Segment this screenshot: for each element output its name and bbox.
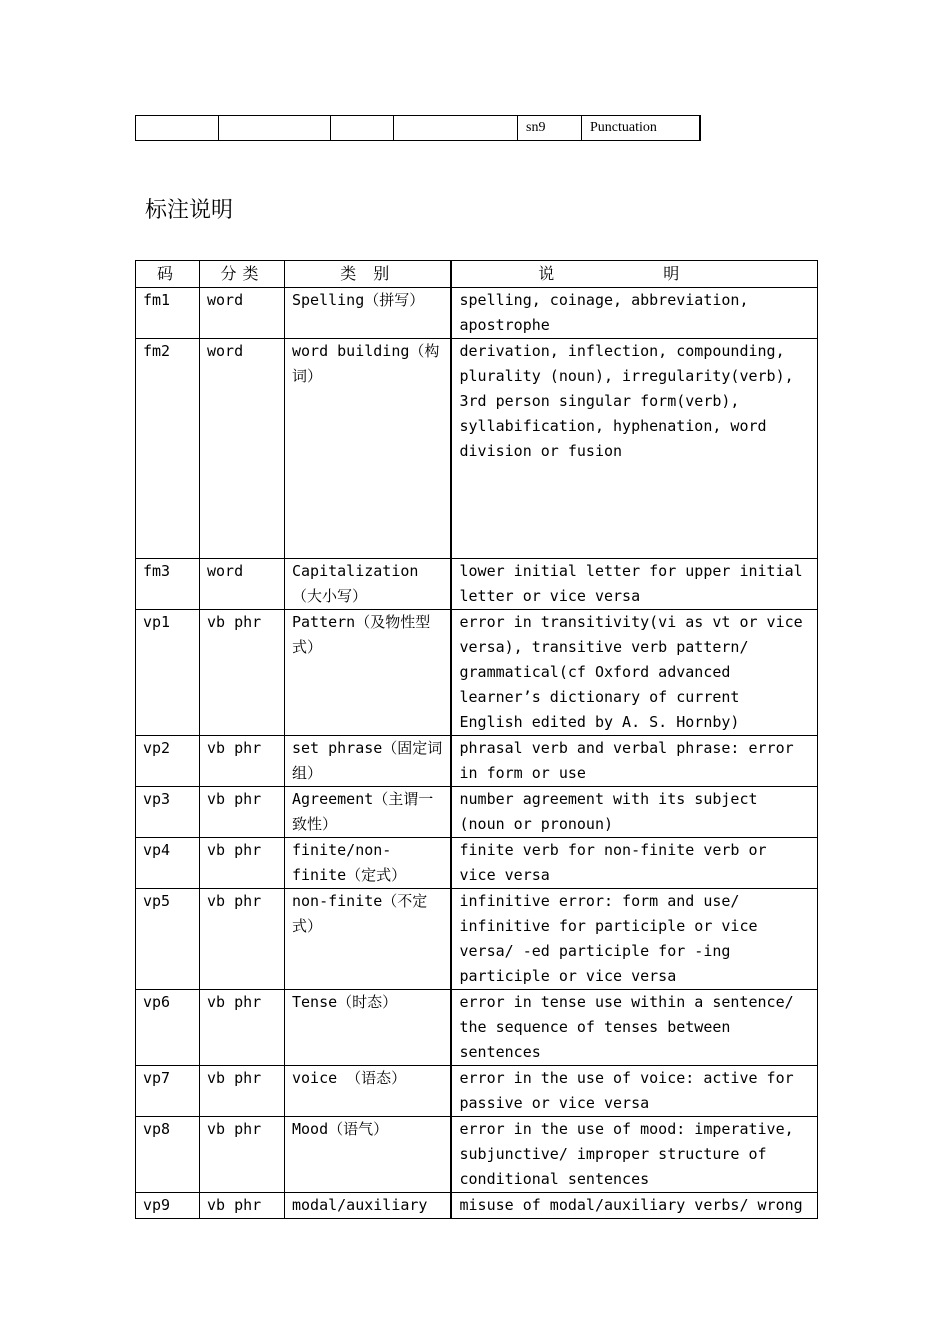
- cell-description: error in the use of mood: imperative, subjunctive/ improper structure of conditional sentences: [451, 1117, 818, 1193]
- cell-description: spelling, coinage, abbreviation, apostrophe: [451, 288, 818, 339]
- cell-category: vb phr: [200, 838, 285, 889]
- cell-category: vb phr: [200, 1193, 285, 1219]
- cell-description: error in tense use within a sentence/ the sequence of tenses between sentences: [451, 990, 818, 1066]
- cell-code: vp3: [136, 787, 200, 838]
- table-cell-code: sn9: [518, 116, 582, 141]
- cell-description: error in the use of voice: active for passive or vice versa: [451, 1066, 818, 1117]
- cell-category: word: [200, 559, 285, 610]
- table-row: [136, 1117, 818, 1193]
- cell-category: vb phr: [200, 889, 285, 990]
- table-row: [136, 787, 818, 838]
- cell-code: fm3: [136, 559, 200, 610]
- table-row: [136, 610, 818, 736]
- cell-category: vb phr: [200, 990, 285, 1066]
- table-row: [136, 1066, 818, 1117]
- cell-category: vb phr: [200, 610, 285, 736]
- cell-type: Mood（语气）: [285, 1117, 451, 1193]
- table-row: [136, 1193, 818, 1219]
- cell-code: vp7: [136, 1066, 200, 1117]
- cell-code: vp6: [136, 990, 200, 1066]
- annotation-table: [135, 260, 818, 1219]
- table-header-row: [136, 261, 818, 288]
- cell-type: word building（构词）: [285, 339, 451, 559]
- cell-type: modal/auxiliary: [285, 1193, 451, 1219]
- cell-category: vb phr: [200, 1066, 285, 1117]
- table-row: [136, 559, 818, 610]
- table-row: [136, 288, 818, 339]
- cell-type: Pattern（及物性型式）: [285, 610, 451, 736]
- cell-description: infinitive error: form and use/ infinitive for participle or vice versa/ -ed participle for -ing participle or vice versa: [451, 889, 818, 990]
- cell-description: phrasal verb and verbal phrase: error in form or use: [451, 736, 818, 787]
- table-cell-label: Punctuation: [582, 116, 700, 141]
- cell-category: word: [200, 288, 285, 339]
- cell-type: voice （语态）: [285, 1066, 451, 1117]
- table-cell: [219, 116, 331, 141]
- top-table-fragment: [135, 115, 701, 141]
- cell-type: Spelling（拼写）: [285, 288, 451, 339]
- cell-code: fm1: [136, 288, 200, 339]
- cell-code: vp9: [136, 1193, 200, 1219]
- cell-code: fm2: [136, 339, 200, 559]
- header-description: 说 明: [451, 261, 818, 288]
- section-heading: 标注说明: [145, 198, 234, 223]
- cell-category: vb phr: [200, 1117, 285, 1193]
- cell-type: finite/non-finite（定式）: [285, 838, 451, 889]
- table-row: [136, 736, 818, 787]
- cell-description: misuse of modal/auxiliary verbs/ wrong: [451, 1193, 818, 1219]
- cell-description: lower initial letter for upper initial letter or vice versa: [451, 559, 818, 610]
- header-type: 类 别: [285, 261, 451, 288]
- cell-category: vb phr: [200, 787, 285, 838]
- header-category: 分类: [200, 261, 285, 288]
- table-row: [136, 990, 818, 1066]
- cell-category: vb phr: [200, 736, 285, 787]
- table-row: [136, 339, 818, 559]
- header-code: 码: [136, 261, 200, 288]
- cell-description: error in transitivity(vi as vt or vice versa), transitive verb pattern/ grammatical(cf Oxford advanced learner’s dictionary of current English edited by A. S. Hornby): [451, 610, 818, 736]
- table-row: [136, 838, 818, 889]
- cell-code: vp5: [136, 889, 200, 990]
- cell-type: Capitalization（大小写）: [285, 559, 451, 610]
- table-cell: [136, 116, 219, 141]
- cell-code: vp1: [136, 610, 200, 736]
- cell-code: vp8: [136, 1117, 200, 1193]
- table-row: [136, 116, 700, 141]
- table-row: [136, 889, 818, 990]
- cell-code: vp2: [136, 736, 200, 787]
- table-cell: [331, 116, 394, 141]
- cell-description: finite verb for non-finite verb or vice versa: [451, 838, 818, 889]
- table-cell: [394, 116, 518, 141]
- cell-code: vp4: [136, 838, 200, 889]
- cell-type: set phrase（固定词组）: [285, 736, 451, 787]
- cell-description: derivation, inflection, compounding, plurality (noun), irregularity(verb), 3rd person singular form(verb), syllabification, hyphenation, word division or fusion: [451, 339, 818, 559]
- cell-type: non-finite（不定式）: [285, 889, 451, 990]
- cell-category: word: [200, 339, 285, 559]
- cell-type: Agreement（主谓一致性）: [285, 787, 451, 838]
- cell-description: number agreement with its subject (noun or pronoun): [451, 787, 818, 838]
- cell-type: Tense（时态）: [285, 990, 451, 1066]
